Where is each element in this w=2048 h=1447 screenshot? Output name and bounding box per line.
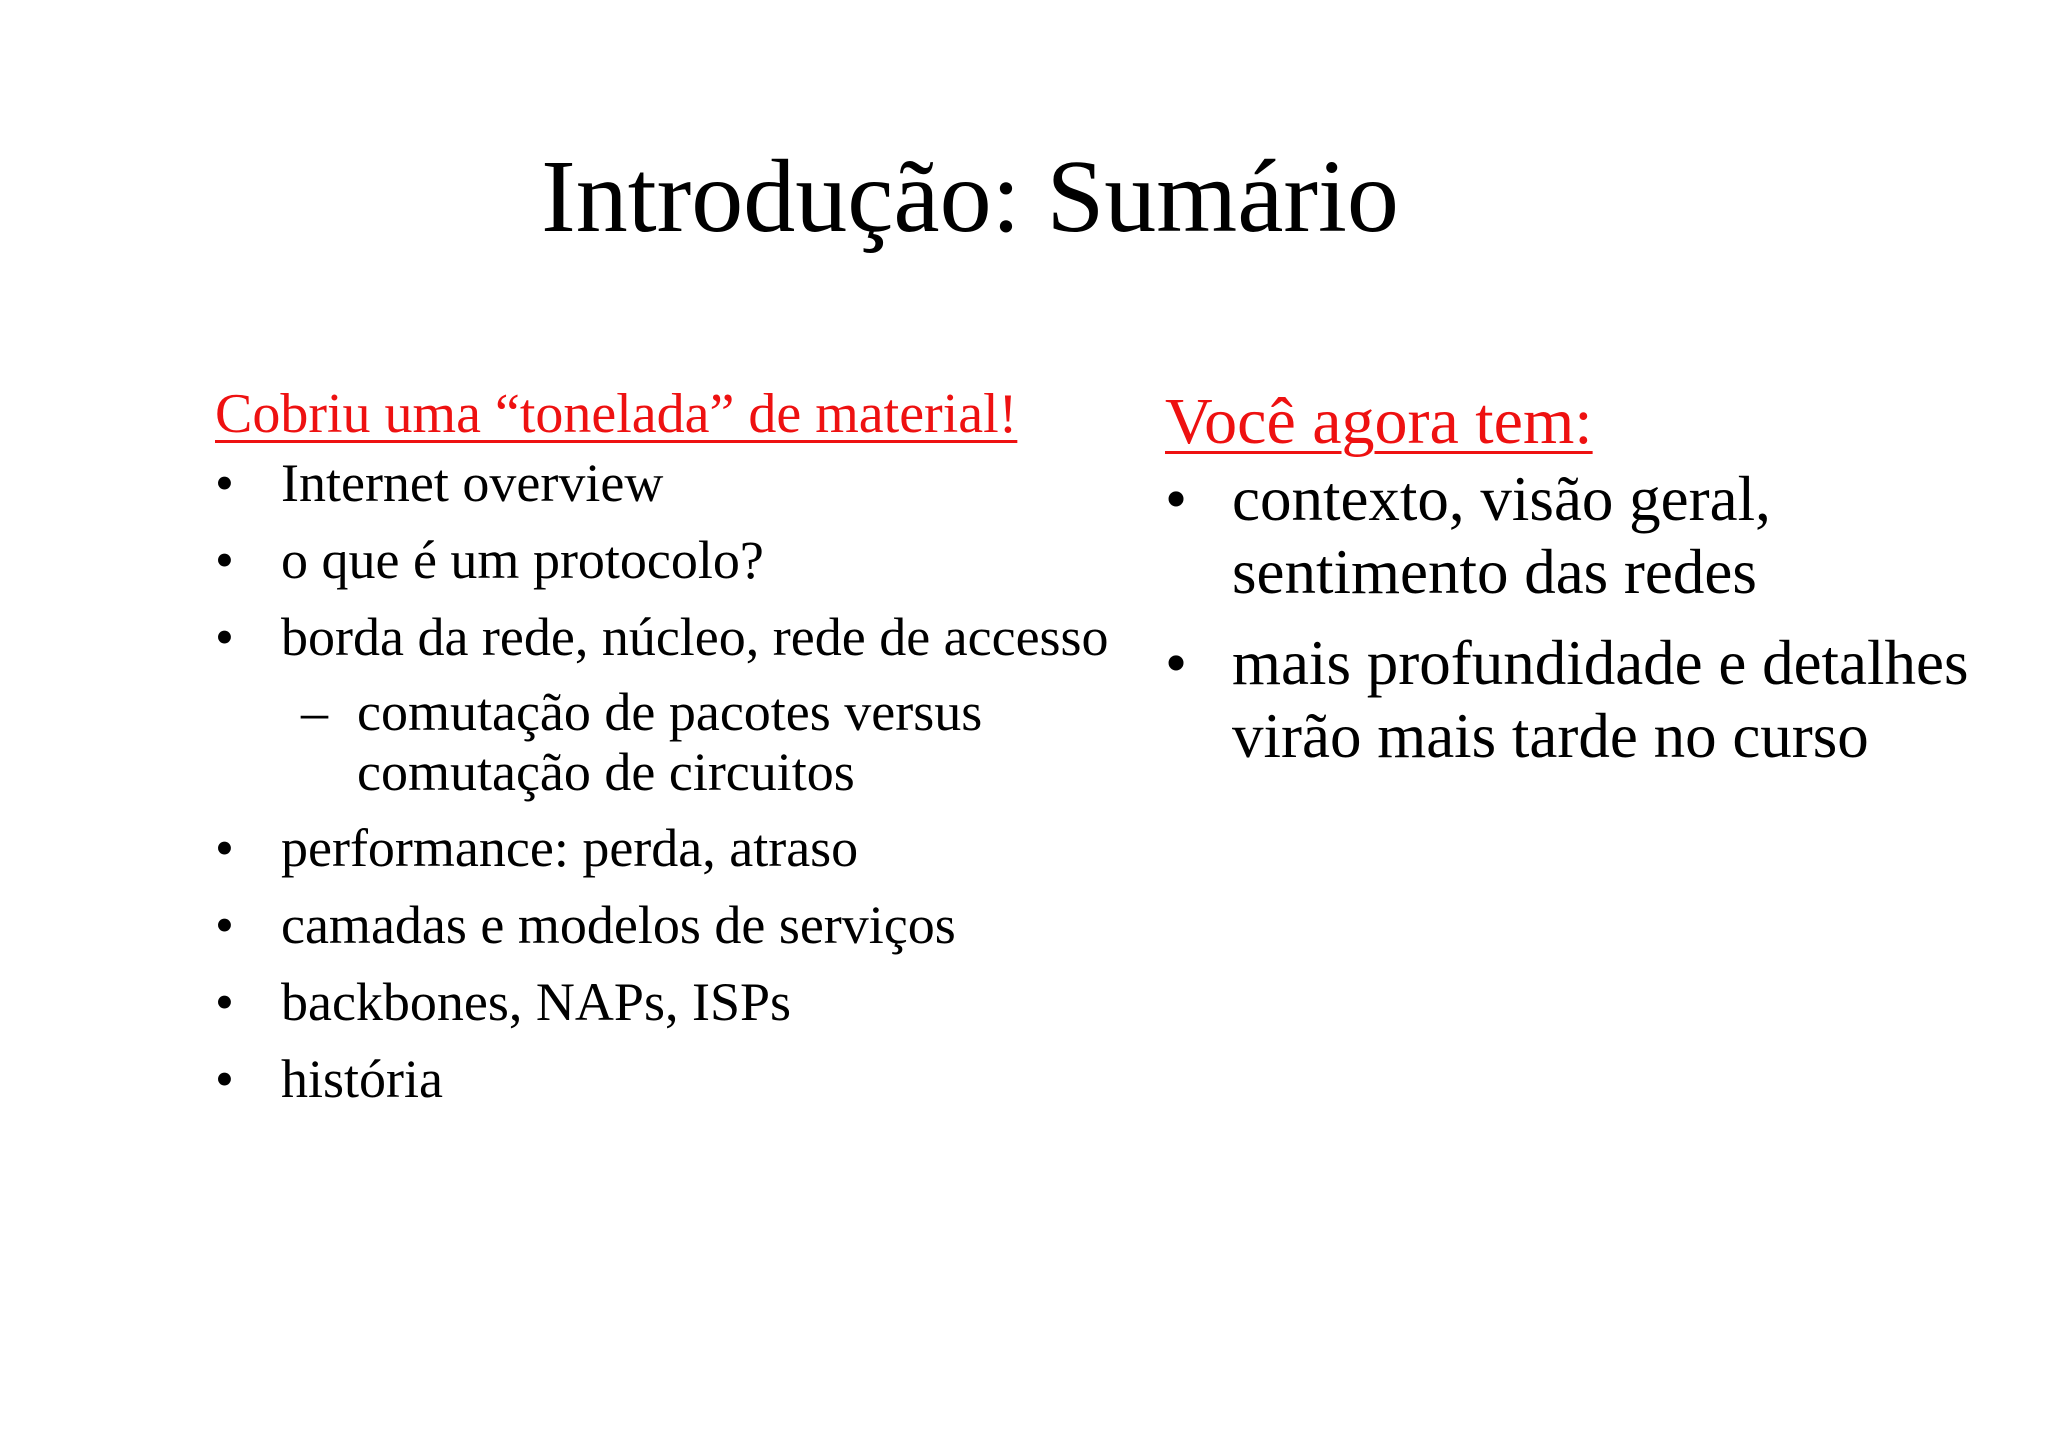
bullet-text: Internet overview (281, 453, 664, 513)
bullet-text: contexto, visão geral, sentimento das redes (1232, 464, 1771, 607)
bullet-text: camadas e modelos de serviços (281, 895, 956, 955)
right-column (1165, 383, 2005, 791)
bullet-icon: • (215, 607, 234, 667)
bullet-icon: • (215, 1049, 234, 1109)
left-column (215, 375, 1115, 1125)
bullet-text: backbones, NAPs, ISPs (281, 972, 792, 1032)
bullet-item (215, 817, 1115, 879)
bullet-item (215, 452, 1115, 514)
bullet-item (1165, 627, 2005, 773)
bullet-text: mais profundidade e detalhes virão mais tarde no curso (1232, 628, 1969, 771)
sub-bullet-list (281, 682, 1115, 802)
bullet-icon: • (215, 818, 234, 878)
left-column-heading: Cobriu uma “tonelada” de material! (215, 383, 1018, 445)
bullet-item (215, 606, 1115, 802)
bullet-text: história (281, 1049, 443, 1109)
bullet-item (215, 529, 1115, 591)
bullet-icon: • (215, 972, 234, 1032)
bullet-icon: • (1165, 628, 1188, 698)
dash-icon: – (301, 682, 328, 742)
sub-bullet-text: comutação de pacotes versus comutação de circuitos (357, 682, 983, 802)
bullet-icon: • (215, 895, 234, 955)
bullet-text: borda da rede, núcleo, rede de accesso (281, 607, 1109, 667)
slide-title: Introdução: Sumário (541, 139, 1399, 254)
bullet-item (215, 1048, 1115, 1110)
right-bullet-list (1165, 463, 2005, 773)
bullet-icon: • (215, 453, 234, 513)
right-column-heading: Você agora tem: (1165, 385, 1593, 458)
sub-bullet-item (281, 682, 1115, 802)
bullet-item (215, 894, 1115, 956)
bullet-text: performance: perda, atraso (281, 818, 859, 878)
bullet-text: o que é um protocolo? (281, 530, 764, 590)
bullet-icon: • (215, 530, 234, 590)
left-bullet-list (215, 452, 1115, 1110)
bullet-icon: • (1165, 464, 1188, 534)
bullet-item (1165, 463, 2005, 609)
bullet-item (215, 971, 1115, 1033)
